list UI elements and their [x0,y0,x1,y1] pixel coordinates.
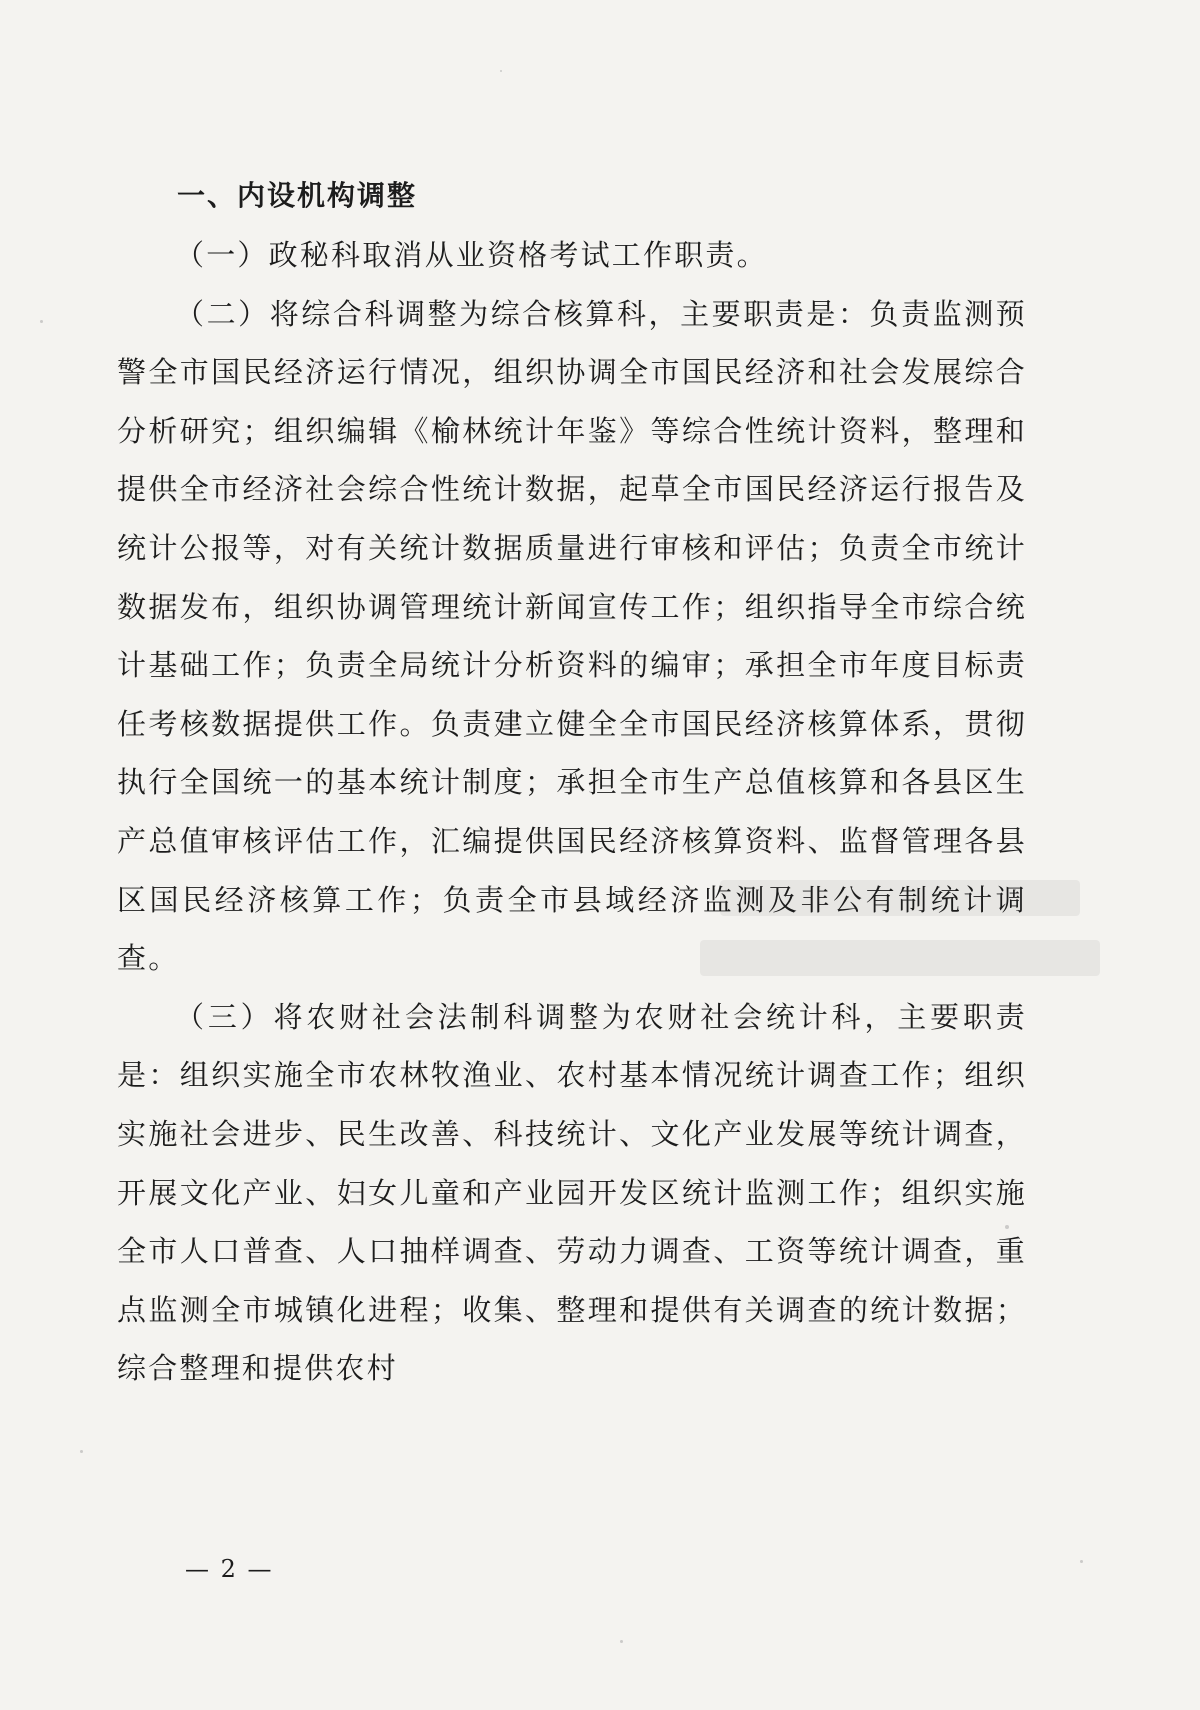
document-body [117,168,1027,1398]
section-heading: 一、内设机构调整 [177,179,418,212]
paragraph-3: （三）将农财社会法制科调整为农财社会统计科，主要职责是：组织实施全市农林牧渔业、农村基本情况统计调查工作；组织实施社会进步、民生改善、科技统计、文化产业发展等统计调查，开展文化产业、妇女儿童和产业园开发区统计监测工作；组织实施全市人口普查、人口抽样调查、劳动力调查、工资等统计调查，重点监测全市城镇化进程；收集、整理和提供有关调查的统计数据；综合整理和提供农村 [117,999,1027,1386]
paragraph-1: （一）政秘科取消从业资格考试工作职责。 [175,238,768,272]
scan-speckle [1080,1560,1083,1563]
scan-speckle [80,1450,83,1453]
scan-speckle [500,70,502,72]
page-number: — 2 — [185,1555,274,1583]
scan-speckle [620,1640,623,1643]
scan-speckle [40,320,43,323]
paragraph-2: （二）将综合科调整为综合核算科，主要职责是：负责监测预警全市国民经济运行情况，组织协调全市国民经济和社会发展综合分析研究；组织编辑《榆林统计年鉴》等综合性统计资料，整理和提供全市经济社会综合性统计数据，起草全市国民经济运行报告及统计公报等，对有关统计数据质量进行审核和评估；负责全市统计数据发布，组织协调管理统计新闻宣传工作；组织指导全市综合统计基础工作；负责全局统计分析资料的编审；承担全市年度目标责任考核数据提供工作。负责建立健全全市国民经济核算体系，贯彻执行全国统一的基本统计制度；承担全市生产总值核算和各县区生产总值审核评估工作，汇编提供国民经济核算资料、监督管理各县区国民经济核算工作；负责全市县域经济监测及非公有制统计调查。 [117,296,1027,976]
